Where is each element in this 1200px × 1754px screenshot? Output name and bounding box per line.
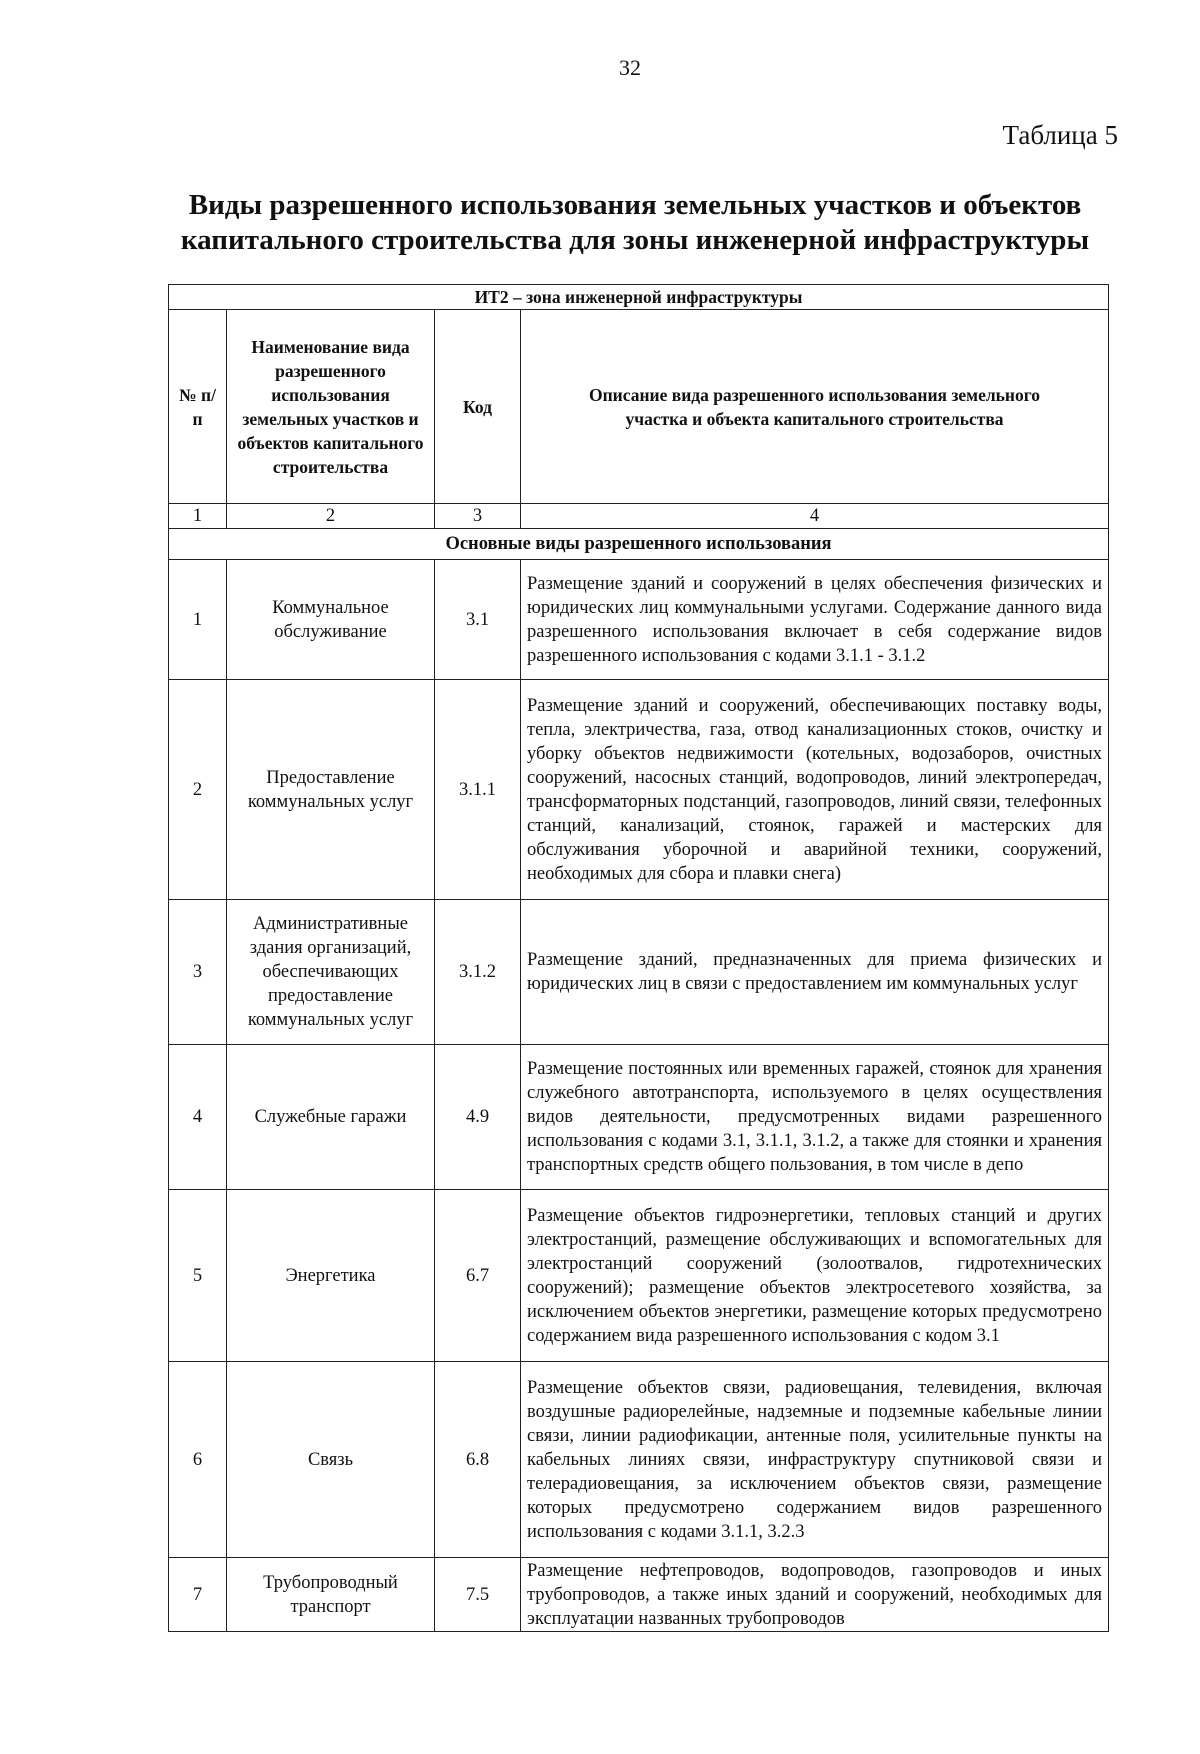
- table-row: [169, 900, 1109, 1045]
- row-name: Трубопроводный транспорт: [227, 1558, 435, 1632]
- document-title: [165, 188, 1105, 258]
- table-row: [169, 560, 1109, 680]
- row-num: 1: [169, 560, 227, 680]
- row-num: 2: [169, 680, 227, 900]
- row-name: Административные здания организаций, обеспечивающих предоставление коммунальных услуг: [227, 900, 435, 1045]
- header-num: № п/п: [169, 310, 227, 504]
- table-caption: Таблица 5: [1002, 120, 1118, 150]
- row-name: Энергетика: [227, 1190, 435, 1362]
- section-row: [169, 529, 1109, 560]
- column-number: 1: [169, 504, 227, 529]
- column-number: 2: [227, 504, 435, 529]
- row-num: 3: [169, 900, 227, 1045]
- row-num: 7: [169, 1558, 227, 1632]
- row-name: Служебные гаражи: [227, 1045, 435, 1190]
- row-description: Размещение зданий и сооружений в целях обеспечения физических и юридических лиц коммунальными услугами. Содержание данного вида разрешенного использования включает в себя содержание видов разрешенного использования с кодами 3.1.1 - 3.1.2: [521, 560, 1109, 680]
- header-code: Код: [435, 310, 521, 504]
- row-code: 4.9: [435, 1045, 521, 1190]
- row-description: Размещение зданий и сооружений, обеспечивающих поставку воды, тепла, электричества, газа, отвод канализационных стоков, очистку и уборку объектов недвижимости (котельных, водозаборов, очистных сооружений, насосных станций, водопроводов, линий электропередач, трансформаторных подстанций, газопроводов, линий связи, телефонных станций, канализаций, стоянок, гаражей и мастерских для обслуживания уборочной и аварийной техники, сооружений, необходимых для сбора и плавки снега): [521, 680, 1109, 900]
- column-number: 4: [521, 504, 1109, 529]
- column-number-row: [169, 504, 1109, 529]
- row-description: Размещение объектов гидроэнергетики, тепловых станций и других электростанций, размещение обслуживающих и вспомогательных для электростанций сооружений (золоотвалов, гидротехнических сооружений); размещение объектов электросетевого хозяйства, за исключением объектов энергетики, размещение которых предусмотрено содержанием вида разрешенного использования с кодом 3.1: [521, 1190, 1109, 1362]
- row-code: 6.8: [435, 1362, 521, 1558]
- row-num: 6: [169, 1362, 227, 1558]
- row-code: 3.1: [435, 560, 521, 680]
- page-number: 32: [619, 55, 641, 80]
- column-number: 3: [435, 504, 521, 529]
- title-line-1: Виды разрешенного использования земельных участков и объектов: [188, 189, 1082, 221]
- table-row: [169, 1045, 1109, 1190]
- row-num: 4: [169, 1045, 227, 1190]
- header-name: Наименование вида разрешенного использования земельных участков и объектов капитального строительства: [227, 310, 435, 504]
- row-description: Размещение нефтепроводов, водопроводов, газопроводов и иных трубопроводов, а также иных зданий и сооружений, необходимых для эксплуатации названных трубопроводов: [521, 1558, 1109, 1632]
- title-line-2: капитального строительства для зоны инженерной инфраструктуры: [180, 224, 1090, 256]
- row-code: 6.7: [435, 1190, 521, 1362]
- land-use-table: [168, 284, 1109, 1632]
- zone-title: ИТ2 – зона инженерной инфраструктуры: [169, 285, 1109, 310]
- zone-title-row: [169, 285, 1109, 310]
- table-row: [169, 680, 1109, 900]
- row-code: 3.1.1: [435, 680, 521, 900]
- section-title: Основные виды разрешенного использования: [169, 529, 1109, 560]
- table-row: [169, 1190, 1109, 1362]
- table-row: [169, 1362, 1109, 1558]
- row-description: Размещение постоянных или временных гаражей, стоянок для хранения служебного автотранспорта, используемого в целях осуществления видов деятельности, предусмотренных видами разрешенного использования с кодами 3.1, 3.1.1, 3.1.2, а также для стоянки и хранения транспортных средств общего пользования, в том числе в депо: [521, 1045, 1109, 1190]
- row-code: 3.1.2: [435, 900, 521, 1045]
- header-row: [169, 310, 1109, 504]
- row-name: Предоставление коммунальных услуг: [227, 680, 435, 900]
- row-name: Коммунальное обслуживание: [227, 560, 435, 680]
- header-description: Описание вида разрешенного использования земельного участка и объекта капитального строительства: [521, 310, 1109, 504]
- row-code: 7.5: [435, 1558, 521, 1632]
- row-description: Размещение зданий, предназначенных для приема физических и юридических лиц в связи с предоставлением им коммунальных услуг: [521, 900, 1109, 1045]
- row-name: Связь: [227, 1362, 435, 1558]
- row-num: 5: [169, 1190, 227, 1362]
- row-description: Размещение объектов связи, радиовещания, телевидения, включая воздушные радиорелейные, надземные и подземные кабельные линии связи, линии радиофикации, антенные поля, усилительные пункты на кабельных линиях связи, инфраструктуру спутниковой связи и телерадиовещания, за исключением объектов связи, размещение которых предусмотрено содержанием видов разрешенного использования с кодами 3.1.1, 3.2.3: [521, 1362, 1109, 1558]
- table-row: [169, 1558, 1109, 1632]
